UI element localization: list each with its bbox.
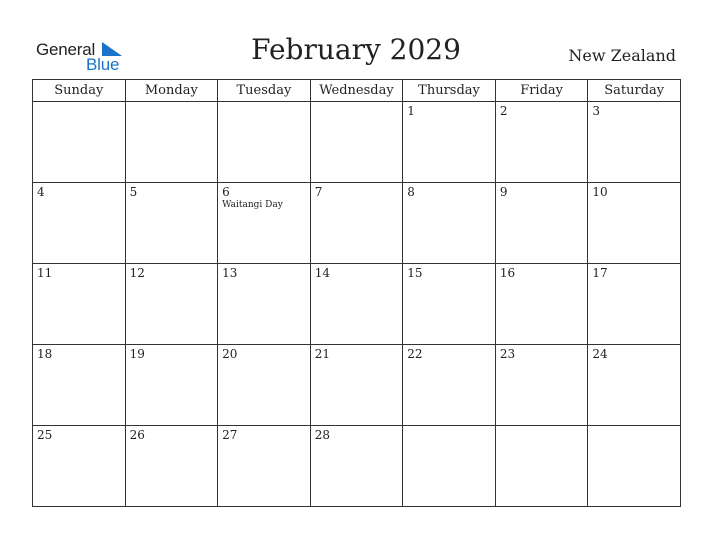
day-number: 28 [314, 428, 330, 442]
calendar-title: February 2029 [251, 33, 461, 66]
week-row [33, 183, 681, 264]
week-row [33, 345, 681, 426]
day-cell [125, 183, 218, 264]
day-cell [495, 102, 588, 183]
weekday-header: Thursday [403, 80, 496, 102]
day-cell [218, 345, 311, 426]
week-row [33, 264, 681, 345]
day-cell [495, 345, 588, 426]
day-cell [588, 426, 681, 507]
day-number: 17 [592, 266, 608, 280]
day-number: 1 [407, 104, 415, 118]
day-cell [33, 426, 126, 507]
day-number: 16 [499, 266, 516, 280]
day-cell [218, 264, 311, 345]
weekday-header: Monday [125, 80, 218, 102]
day-cell [125, 426, 218, 507]
day-number: 7 [314, 185, 323, 199]
country-label: New Zealand [568, 46, 676, 65]
day-number: 14 [314, 266, 330, 280]
day-cell [218, 102, 311, 183]
day-cell [125, 345, 218, 426]
day-number: 8 [407, 185, 415, 199]
logo-word-general: General [36, 40, 96, 59]
day-cell [125, 102, 218, 183]
day-number: 11 [37, 266, 53, 280]
day-cell [33, 345, 126, 426]
day-cell [310, 426, 403, 507]
day-number: 4 [37, 185, 45, 199]
day-cell [403, 102, 496, 183]
day-number: 9 [499, 185, 508, 199]
day-number: 3 [592, 104, 601, 118]
day-cell [33, 183, 126, 264]
day-cell [588, 345, 681, 426]
week-row [33, 102, 681, 183]
day-cell [33, 264, 126, 345]
day-cell [33, 102, 126, 183]
day-number: 18 [37, 347, 53, 361]
day-cell [495, 426, 588, 507]
holiday-label: Waitangi Day [222, 200, 283, 210]
weekday-header: Tuesday [218, 80, 311, 102]
day-cell [403, 264, 496, 345]
day-number: 26 [129, 428, 145, 442]
day-number: 20 [222, 347, 238, 361]
day-cell [310, 183, 403, 264]
day-number: 6 [222, 185, 230, 199]
weekday-header: Sunday [33, 80, 126, 102]
day-cell [125, 264, 218, 345]
weekday-header-row [33, 80, 681, 102]
weekday-header: Friday [495, 80, 588, 102]
day-number: 24 [592, 347, 608, 361]
calendar-grid [32, 79, 681, 507]
day-cell [310, 102, 403, 183]
day-number: 10 [592, 185, 608, 199]
day-number: 27 [222, 428, 238, 442]
day-cell [310, 264, 403, 345]
day-cell [588, 102, 681, 183]
day-number: 13 [222, 266, 238, 280]
day-cell [495, 264, 588, 345]
day-cell [403, 426, 496, 507]
weekday-header: Wednesday [310, 80, 403, 102]
day-number: 25 [37, 428, 53, 442]
day-cell [403, 183, 496, 264]
day-number: 21 [314, 347, 330, 361]
day-number: 5 [129, 185, 138, 199]
day-number: 2 [499, 104, 508, 118]
day-cell [218, 183, 311, 264]
day-cell [403, 345, 496, 426]
day-number: 12 [129, 266, 145, 280]
week-row [33, 426, 681, 507]
day-number: 15 [407, 266, 423, 280]
day-number: 19 [129, 347, 145, 361]
day-cell [495, 183, 588, 264]
day-cell [218, 426, 311, 507]
day-cell [310, 345, 403, 426]
logo-word-blue: Blue [86, 55, 120, 74]
day-number: 23 [499, 347, 516, 361]
weekday-header: Saturday [588, 80, 681, 102]
day-cell [588, 264, 681, 345]
day-number: 22 [407, 347, 423, 361]
day-cell [588, 183, 681, 264]
